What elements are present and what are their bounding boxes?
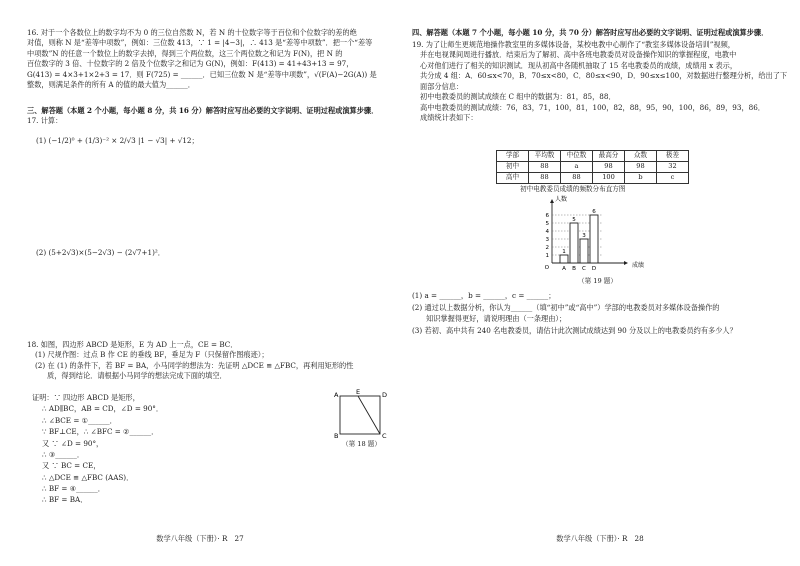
table-cell: 98	[593, 162, 625, 173]
question-19	[412, 40, 787, 124]
table-cell: 32	[657, 162, 689, 173]
q16-line: 对值，则称 N 是“差等中项数”，例如：三位数 413，∵ 1 = |4−3|，∴ 413 是“差等中项数”．把一个“差等	[27, 38, 373, 48]
x-axis-arrow	[624, 261, 628, 265]
histogram-bar	[590, 215, 598, 263]
proof-line: 证明：∵ 四边形 ABCD 是矩形，	[32, 393, 140, 402]
q16-line: 整数，则满足条件的所有 A 的值的最大值为______．	[27, 80, 195, 90]
origin-label: O	[544, 265, 549, 271]
section-3-header: 三、解答题（本题 2 个小题，每小题 8 分，共 16 分）解答时应写出必要的文字说明、证明过程或演算步骤．	[27, 106, 379, 115]
figure-18-rectangle	[330, 388, 390, 448]
y-tick-label: 4	[545, 229, 549, 235]
table-header-cell: 中位数	[561, 151, 593, 162]
proof-line: ∴ △DCE ≌ △FBC (AAS)．	[42, 472, 134, 482]
q18-line: 18. 如图，四边形 ABCD 是矩形，E 为 AD 上一点，CE = BC．	[27, 340, 238, 349]
x-category-label: C	[582, 266, 586, 272]
q16-line: 百位数字的 3 倍、十位数字的 2 倍及个位数字之和记为 G(N)，例如：F(413) = 41+43+13 = 97，	[27, 59, 354, 69]
q16-line: 16. 对于一个各数位上的数字均不为 0 的三位自然数 N，若 N 的十位数字等于百位和个位数字的差的绝	[27, 28, 357, 37]
subquestion-3: (3) 若初、高中共有 240 名电教委员，请估计此次测试成绩达到 90 分及以上的电教委员约有多少人？	[412, 325, 737, 335]
left-footer: 数学八年级（下册）· R 27	[156, 533, 244, 543]
table-header-cell: 众数	[625, 151, 657, 162]
q18-line: 质，得到结论．请根据小马同学的想法完成下面的填空．	[47, 371, 227, 381]
q19-line: 19. 为了让师生更规范地操作教室里的多媒体设备，某校电教中心制作了“教室多媒体设备培训”视频，	[412, 40, 735, 49]
table-cell: 88	[529, 162, 561, 173]
q19-line: 共分成 4 组：A．60≤x<70，B．70≤x<80，C．80≤x<90，D．90≤x≤100，对数据进行整理分析，给出了下	[420, 71, 788, 81]
point-d-label: D	[382, 391, 388, 399]
chart-caption: （第 19 题）	[578, 277, 617, 285]
question-16	[27, 28, 377, 91]
q17-part-1	[36, 136, 199, 146]
proof-line: ∴ ③______．	[42, 449, 85, 459]
table-cell: 高中	[497, 173, 529, 184]
q17-part-1-text: (1) (−1/2)⁰ + (1/3)⁻² × 2/√3 |1 − √3| + √12；	[36, 136, 199, 145]
point-b-label: B	[334, 432, 339, 440]
subquestion-2-cont: 知识掌握得更好，请说明理由（一条理由）；	[426, 314, 567, 324]
table-cell: 98	[625, 162, 657, 173]
frequency-histogram	[530, 195, 690, 275]
x-category-label: A	[562, 266, 566, 272]
y-tick-label: 5	[545, 221, 549, 227]
table-intro: 成绩统计表如下：	[420, 113, 478, 123]
bar-value-label: 5	[572, 217, 576, 223]
histogram-bar	[570, 223, 578, 263]
histogram-bar	[560, 255, 568, 263]
proof-line: ∴ ∠BCE = ①______．	[42, 415, 117, 425]
table-cell: 初中	[497, 162, 529, 173]
proof-line: ∴ BF = ④______．	[42, 484, 105, 493]
q19-subquestions	[412, 290, 737, 336]
x-category-label: D	[591, 266, 597, 272]
y-tick-label: 3	[545, 237, 549, 243]
q17-title: 17. 计算：	[27, 116, 63, 126]
table-header-cell: 学部	[497, 151, 529, 162]
table-cell: c	[657, 173, 689, 184]
figure-18-caption: （第 18 题）	[342, 440, 381, 448]
y-tick-label: 2	[545, 245, 549, 251]
segment-ce	[358, 396, 380, 434]
subquestion-2: (2) 通过以上数据分析，你认为______（填“初中”或“高中”）学部的电教委员对多媒体设备操作的	[412, 302, 720, 312]
point-c-label: C	[382, 432, 387, 440]
chart-title: 初中电教委员成绩的频数分布直方图	[520, 185, 626, 193]
proof-line: ∴ AD∥BC，AB = CD，∠D = 90°．	[42, 404, 164, 414]
y-axis-arrow	[550, 199, 554, 203]
table-header-cell: 平均数	[529, 151, 561, 162]
bar-value-label: 3	[582, 233, 586, 239]
q19-line: 心对他们进行了相关的知识测试．现从初高中各随机抽取了 15 名电教委员的成绩，成绩用 x 表示，	[420, 60, 738, 70]
q17-part-2	[36, 248, 165, 258]
y-tick-label: 1	[545, 253, 549, 259]
section-4-header: 四、解答题（本题 7 个小题，每小题 10 分，共 70 分）解答时应写出必要的文字说明、证明过程或演算步骤．	[412, 28, 769, 37]
proof-line: ∴ BF = BA．	[42, 495, 88, 505]
q18-line: (2) 在 (1) 的条件下，若 BF = BA，小马同学的想法为：先证明 △DCE ≌ △FBC，再利用矩形的性	[35, 360, 354, 370]
q16-line: 中项数”N 的任意一个数位上的数字去掉，得到三个两位数，这三个两位数之和记为 F(N)，把 N 的	[27, 48, 343, 58]
bar-value-label: 1	[562, 249, 566, 255]
junior-c-data: 初中电教委员的测试成绩在 C 组中的数据为：81，85，88．	[420, 92, 616, 102]
right-footer: 数学八年级（下册）· R 28	[556, 533, 644, 543]
table-row	[497, 162, 689, 173]
proof-line: ∵ BF⊥CE，∴ ∠BFC = ②______．	[42, 427, 159, 437]
table-cell: 100	[593, 173, 625, 184]
table-header-row	[497, 151, 689, 162]
table-cell: 88	[529, 173, 561, 184]
q19-line: 并在电视课间周进行播放．结束后为了解初、高中各班电教委员对设备操作知识的掌握程度，电教中	[420, 50, 737, 60]
point-a-label: A	[334, 391, 339, 399]
x-axis-label: 成绩	[632, 262, 645, 269]
section-4	[412, 28, 768, 38]
y-axis-label: 人数	[555, 196, 568, 203]
q16-line: G(413) = 4×3+1×2+3 = 17．则 F(725) = ______．已知三位数 N 是“差等中项数”，√(F(A)−2G(A)) 是	[27, 69, 377, 79]
rectangle-abcd	[340, 396, 380, 434]
point-e-label: E	[356, 388, 361, 396]
stats-table	[496, 150, 689, 184]
table-cell: b	[625, 173, 657, 184]
bar-value-label: 6	[592, 209, 596, 215]
question-18	[27, 340, 353, 382]
section-3	[27, 106, 378, 127]
table-cell: a	[561, 162, 593, 173]
histogram-bar	[580, 239, 588, 263]
table-header-cell: 最高分	[593, 151, 625, 162]
table-header-cell: 极差	[657, 151, 689, 162]
proof-block	[32, 392, 163, 506]
senior-scores: 高中电教委员的测试成绩：76，83，71，100，81，100，82，88，95，90，100，86，89，93，86．	[420, 102, 765, 112]
table-row	[497, 173, 689, 184]
proof-line: 又 ∵ ∠D = 90°，	[42, 438, 104, 448]
subquestion-1: (1) a = ______，b = ______，c = ______；	[412, 291, 556, 300]
q18-line: (1) 尺规作图：过点 B 作 CE 的垂线 BF，垂足为 F（只保留作图痕迹）；	[35, 350, 269, 360]
table-cell: 88	[561, 173, 593, 184]
q19-line: 面部分信息：	[420, 81, 464, 91]
q17-part-2-text: (2) (5+2√3)×(5−2√3) − (2√7+1)²．	[36, 248, 165, 257]
y-tick-label: 6	[545, 213, 549, 219]
right-page	[400, 0, 800, 566]
proof-line: 又 ∵ BC = CE，	[42, 461, 101, 471]
x-category-label: B	[572, 266, 576, 272]
